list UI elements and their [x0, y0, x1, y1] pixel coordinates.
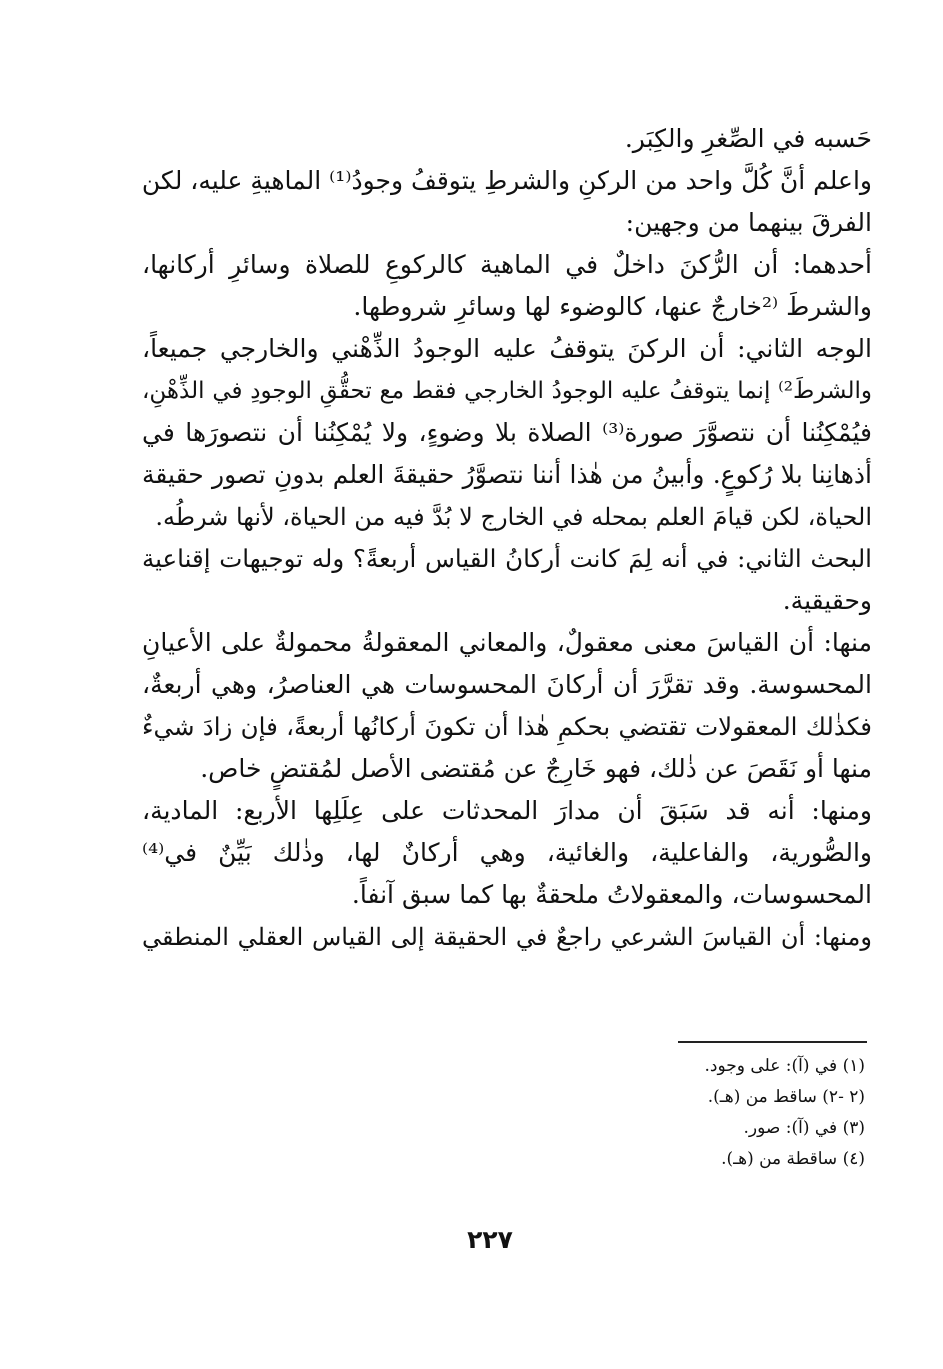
text-line-17: ومنها: أنه قد سَبَقَ أن مدارَ المحدثات على عِلَلِها الأربع: المادية، [142, 796, 872, 825]
text-line-4: أحدهما: أن الرُّكنَ داخلٌ في الماهية كالركوعِ للصلاة وسائرِ أركانها، [142, 250, 872, 279]
text-line-3: الفرقَ بينهما من وجهين: [625, 208, 872, 237]
text-line-7: والشرطَ²⁾ إنما يتوقفُ عليه الوجودُ الخارجي فقط مع تحقُّقِ الوجودِ في الذِّهْنِ، [142, 378, 872, 404]
page-number: ٢٢٧ [467, 1225, 513, 1254]
text-line-14: المحسوسة. وقد تقرَّرَ أن أركانَ المحسوسات هي العناصرُ، وهي أربعةٌ، [142, 670, 872, 699]
footnotes [560, 1051, 865, 1175]
text-line-2: واعلم أنَّ كُلَّ واحد من الركنِ والشرطِ يتوقفُ وجودُ⁽¹⁾ الماهيةِ عليه، لكن [142, 166, 872, 195]
footnote-3: (٣) في (آ): صور. [743, 1118, 865, 1138]
text-line-11: البحث الثاني: في أنه لِمَ كانت أركانُ القياس أربعةً؟ وله توجيهات إقناعية [142, 544, 872, 573]
text-line-6: الوجه الثاني: أن الركنَ يتوقفُ عليه الوجودُ الذِّهْني والخارجي جميعاً، [142, 334, 872, 363]
footnote-separator [678, 1041, 867, 1043]
text-line-13: منها: أن القياسَ معنى معقولٌ، والمعاني المعقولةُ محمولةٌ على الأعيانِ [142, 628, 872, 657]
text-line-19: المحسوسات، والمعقولاتُ ملحقةٌ بها كما سبق آنفاً. [351, 880, 872, 909]
footnote-1: (١) في (آ): على وجود. [704, 1056, 865, 1076]
text-line-12: وحقيقية. [782, 586, 872, 615]
text-line-9: أذهانِنا بلا رُكوعٍ. وأبينُ من هٰذا أننا نتصوَّرُ حقيقةَ العلم بدونِ تصور حقيقة [142, 460, 872, 489]
text-line-5: والشرطَ ⁽²خارجٌ عنها، كالوضوء لها وسائرِ شروطها. [353, 292, 872, 321]
text-line-20: ومنها: أن القياسَ الشرعي راجعٌ في الحقيقة إلى القياس العقلي المنطقي [142, 923, 872, 951]
footnote-4: (٤) ساقطة من (هـ). [721, 1149, 865, 1169]
text-line-15: فكذٰلك المعقولات تقتضي بحكمِ هٰذا أن تكونَ أركانُها أربعةً، فإن زادَ شيءٌ [142, 712, 872, 741]
text-line-8: فيُمْكِنُنا أن نتصوَّرَ صورة⁽³⁾ الصلاة بلا وضوءٍ، ولا يُمْكِنُنا أن نتصورَها في [142, 418, 872, 447]
text-line-18: والصُّورية، والفاعلية، والغائية، وهي أركانٌ لها، وذٰلك بَيِّنٌ في⁽⁴⁾ [142, 838, 872, 867]
main-text [142, 118, 872, 958]
text-line-1: حَسبه في الصِّغرِ والكِبَر. [624, 124, 872, 153]
text-line-16: منها أو نَقَصَ عن ذٰلك، فهو خَارِجٌ عن مُقتضى الأصل لمُقتضٍ خاص. [200, 754, 872, 783]
text-line-10: الحياة، لكن قيامَ العلم بمحله في الخارج لا بُدَّ فيه من الحياة، لأنها شرطُه. [155, 503, 872, 531]
footnote-2: (٢ -٢) ساقط من (هـ). [707, 1087, 865, 1107]
